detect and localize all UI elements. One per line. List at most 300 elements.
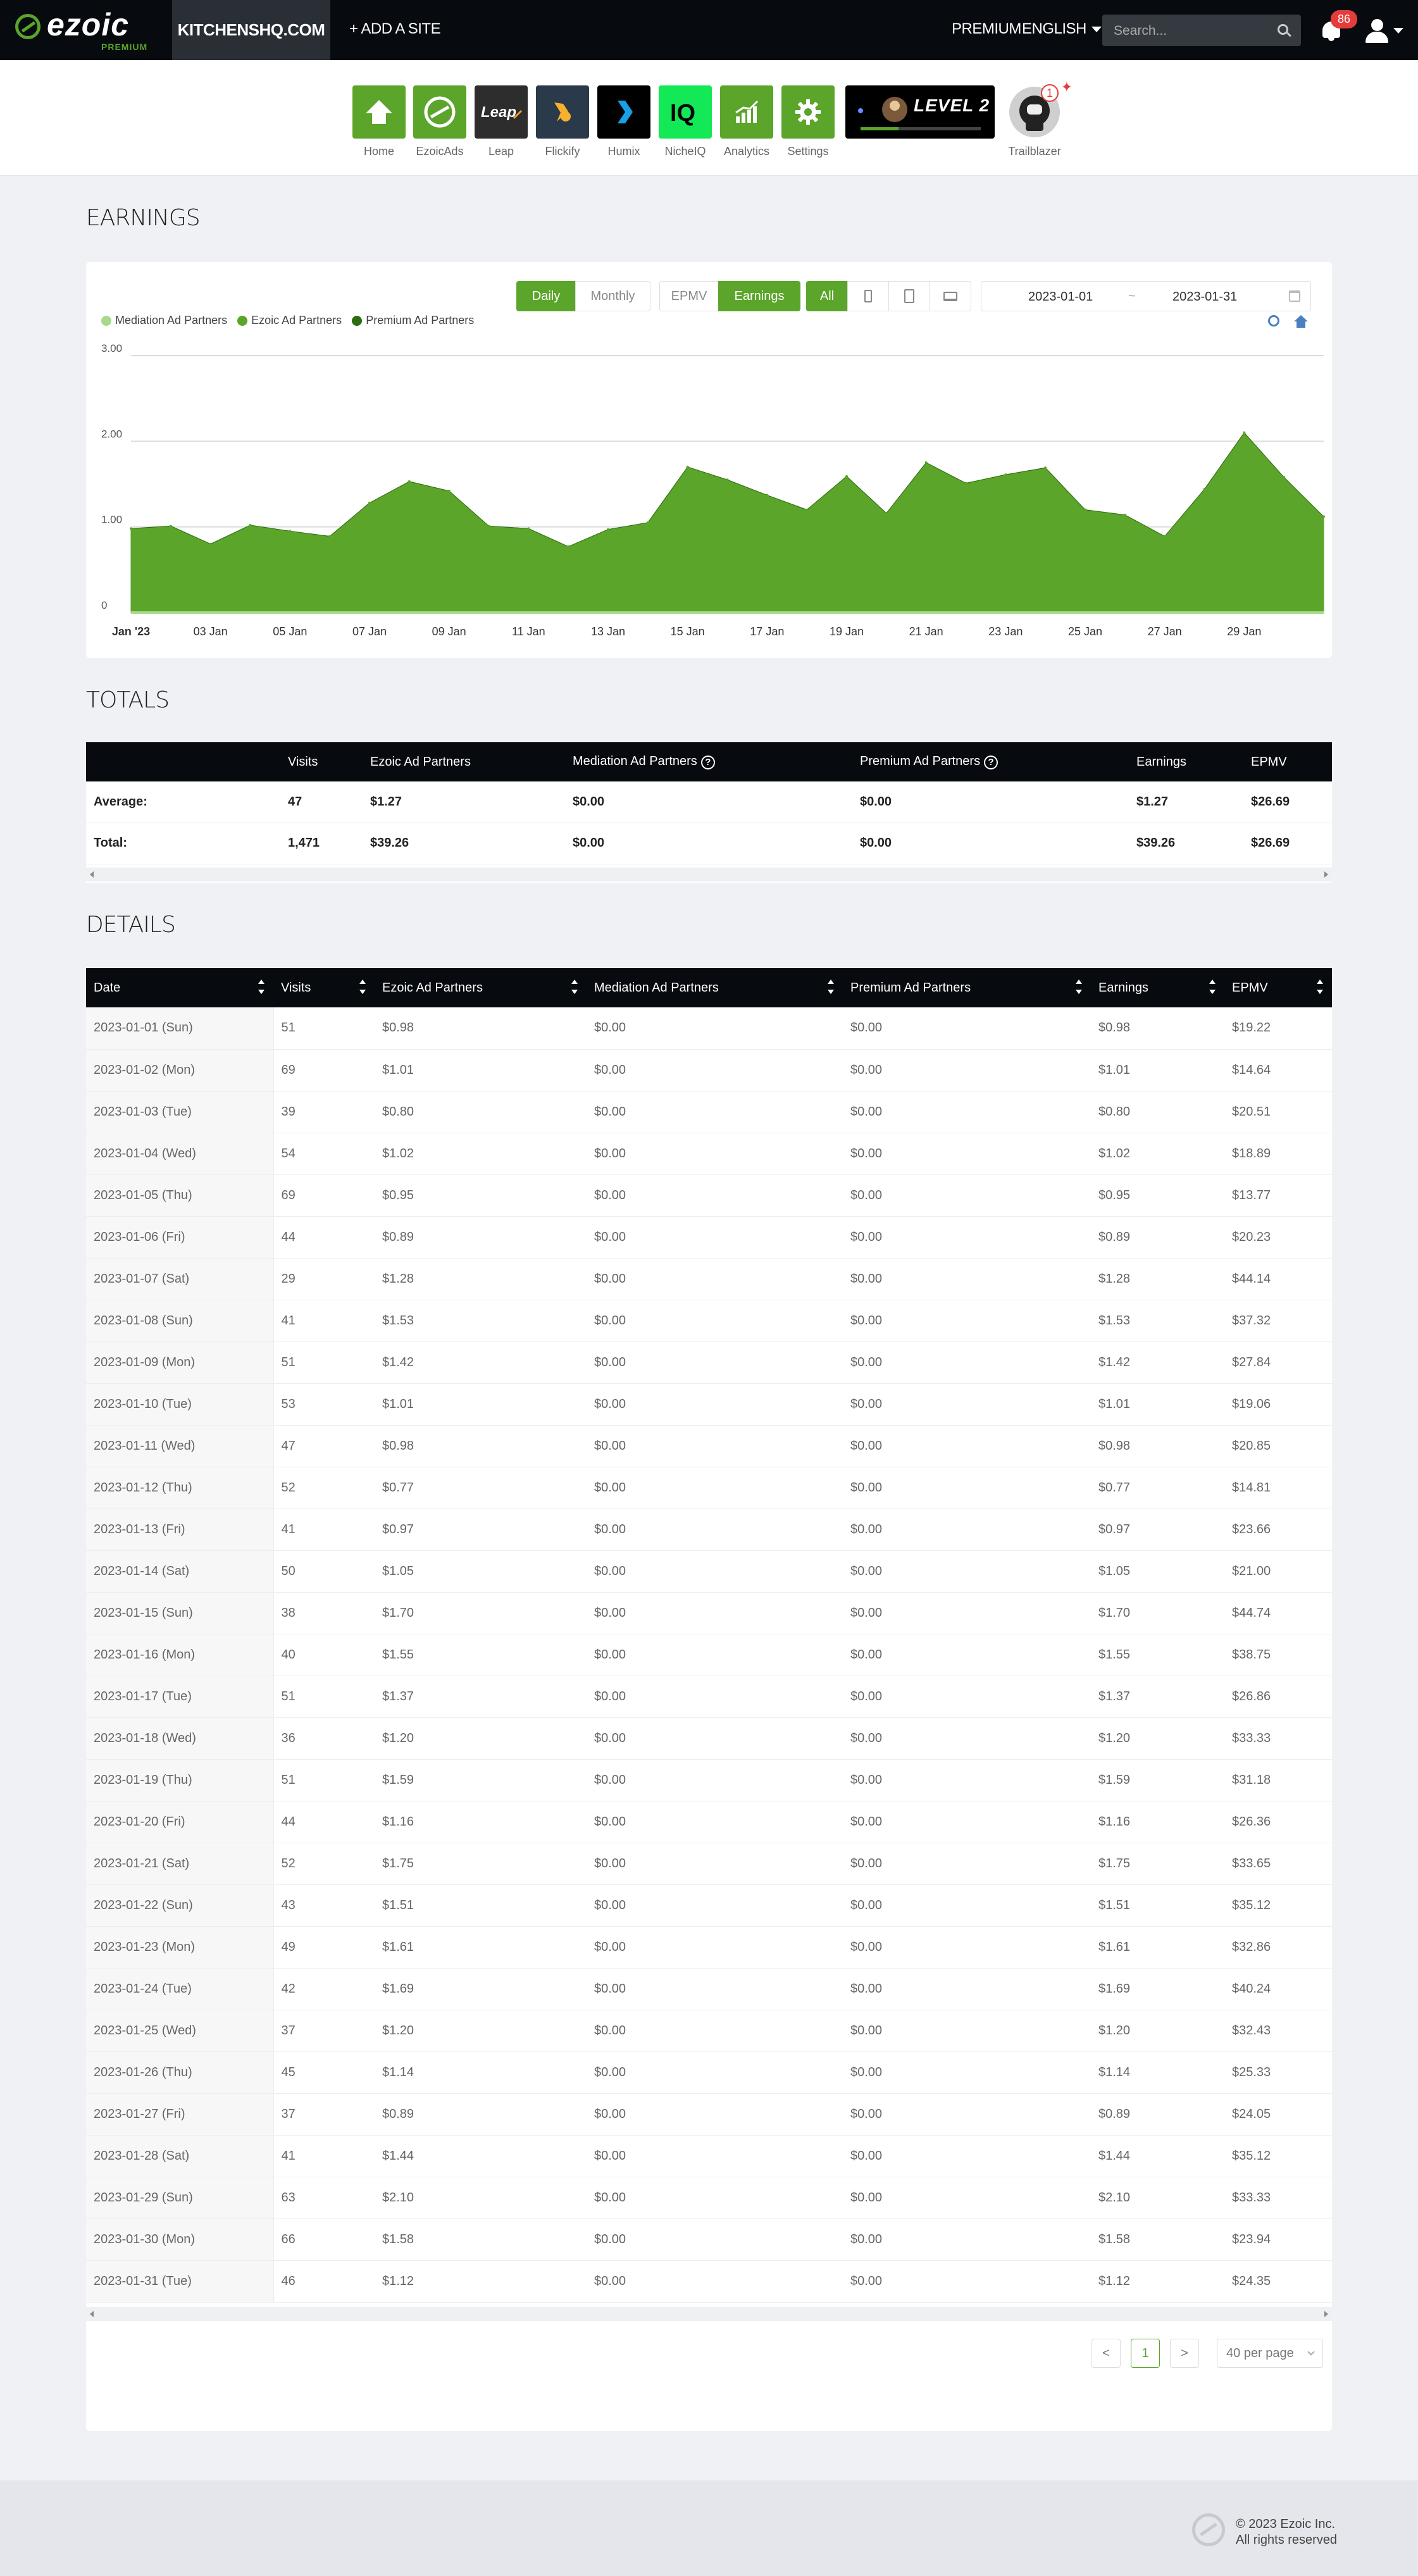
app-settings[interactable] xyxy=(781,85,835,158)
sparkle-icon: ✦ xyxy=(1060,79,1073,95)
table-cell: $44.14 xyxy=(1224,1258,1332,1300)
table-cell: 54 xyxy=(273,1133,375,1174)
table-cell: $0.00 xyxy=(843,2260,1091,2302)
table-cell: $40.24 xyxy=(1224,1968,1332,2010)
earnings-chart xyxy=(86,342,1332,658)
table-cell: $14.64 xyxy=(1224,1049,1332,1091)
date-cell: 2023-01-28 (Sat) xyxy=(86,2135,273,2177)
table-cell: $1.01 xyxy=(375,1383,587,1425)
table-cell: $0.00 xyxy=(843,2218,1091,2260)
daily-button[interactable]: Daily xyxy=(516,281,576,311)
table-row xyxy=(86,1592,1332,1634)
date-cell: 2023-01-20 (Fri) xyxy=(86,1801,273,1843)
table-cell: $1.53 xyxy=(375,1300,587,1341)
data-point xyxy=(328,535,331,538)
scroll-left-icon[interactable] xyxy=(90,2311,94,2317)
scroll-right-icon[interactable] xyxy=(1324,2311,1328,2317)
table-cell: $1.70 xyxy=(1091,1592,1224,1634)
table-cell: $0.00 xyxy=(843,1174,1091,1216)
table-cell: $0.00 xyxy=(843,1007,1091,1049)
table-cell: $0.00 xyxy=(843,1509,1091,1550)
trailblazer-icon xyxy=(1008,79,1073,139)
data-point xyxy=(647,521,649,524)
totals-header: Ezoic Ad Partners xyxy=(370,754,471,769)
premium-link[interactable]: PREMIUM xyxy=(952,20,1021,37)
table-row xyxy=(86,1884,1332,1926)
sort-icon[interactable] xyxy=(828,980,834,996)
app-label: Analytics xyxy=(723,145,770,158)
reset-zoom-home-icon[interactable] xyxy=(1293,314,1309,329)
earnings-button[interactable]: Earnings xyxy=(718,281,800,311)
table-cell: $0.00 xyxy=(587,1216,843,1258)
date-cell: 2023-01-23 (Mon) xyxy=(86,1926,273,1968)
table-cell: $32.43 xyxy=(1224,2010,1332,2051)
date-end[interactable]: 2023-01-31 xyxy=(1172,290,1238,304)
totals-header: EPMV xyxy=(1251,754,1287,769)
table-cell: 47 xyxy=(273,1425,375,1467)
table-cell: $0.00 xyxy=(587,2218,843,2260)
table-cell: $0.00 xyxy=(587,1049,843,1091)
per-page-select[interactable] xyxy=(1217,2339,1323,2368)
table-cell: $0.00 xyxy=(587,1425,843,1467)
table-cell: $0.00 xyxy=(843,1592,1091,1634)
table-cell: $0.00 xyxy=(587,1174,843,1216)
table-cell: $0.00 xyxy=(587,2010,843,2051)
table-cell: $0.00 xyxy=(843,1091,1091,1133)
sort-icon[interactable] xyxy=(258,980,264,996)
table-cell: $0.95 xyxy=(375,1174,587,1216)
y-tick-label: 0 xyxy=(101,599,108,611)
table-cell: $1.51 xyxy=(1091,1884,1224,1926)
table-cell: $0.89 xyxy=(375,1216,587,1258)
data-point xyxy=(1243,432,1245,434)
footer-rights: All rights reserved xyxy=(1236,2533,1338,2547)
totals-cell: $0.00 xyxy=(852,823,1129,864)
table-cell: $1.59 xyxy=(1091,1759,1224,1801)
table-cell: $1.59 xyxy=(375,1759,587,1801)
table-cell: 39 xyxy=(273,1091,375,1133)
data-point xyxy=(1044,466,1047,469)
table-cell: $35.12 xyxy=(1224,1884,1332,1926)
data-point xyxy=(289,530,291,532)
totals-cell: $0.00 xyxy=(852,781,1129,823)
gear-icon xyxy=(781,85,835,139)
table-row xyxy=(86,2177,1332,2218)
table-cell: $0.00 xyxy=(587,2135,843,2177)
data-point xyxy=(1283,476,1285,478)
all-devices-button[interactable]: All xyxy=(806,281,848,311)
ezoic-logo-mark-icon xyxy=(15,14,40,39)
date-separator: ~ xyxy=(1128,289,1136,303)
date-cell: 2023-01-16 (Mon) xyxy=(86,1634,273,1676)
table-cell: $0.95 xyxy=(1091,1174,1224,1216)
date-start[interactable]: 2023-01-01 xyxy=(1028,290,1093,304)
totals-cell: $0.00 xyxy=(565,823,852,864)
totals-cell: 47 xyxy=(280,781,363,823)
app-label: Trailblazer xyxy=(1008,145,1061,158)
table-cell: $31.18 xyxy=(1224,1759,1332,1801)
table-cell: $1.37 xyxy=(1091,1676,1224,1717)
user-menu-chevron-icon[interactable] xyxy=(1393,28,1403,34)
search-input[interactable] xyxy=(1102,15,1301,46)
table-cell: $23.94 xyxy=(1224,2218,1332,2260)
sort-epmv[interactable] xyxy=(1224,968,1332,1007)
table-cell: $1.16 xyxy=(375,1801,587,1843)
table-cell: $14.81 xyxy=(1224,1467,1332,1509)
table-row xyxy=(86,1676,1332,1717)
add-site-link[interactable]: + ADD A SITE xyxy=(349,20,441,37)
ezoic-logo[interactable] xyxy=(15,7,148,52)
table-cell: $26.86 xyxy=(1224,1676,1332,1717)
table-row xyxy=(86,1341,1332,1383)
table-cell: $1.70 xyxy=(375,1592,587,1634)
table-row xyxy=(86,1258,1332,1300)
table-cell: 42 xyxy=(273,1968,375,2010)
app-leap[interactable] xyxy=(475,85,528,158)
scroll-left-icon[interactable] xyxy=(90,871,94,878)
table-cell: $0.00 xyxy=(587,1801,843,1843)
table-cell: $1.53 xyxy=(1091,1300,1224,1341)
date-cell: 2023-01-21 (Sat) xyxy=(86,1843,273,1884)
table-cell: $0.98 xyxy=(1091,1007,1224,1049)
details-header: Mediation Ad Partners xyxy=(594,980,719,995)
table-cell: $0.00 xyxy=(843,2177,1091,2218)
table-cell: $37.32 xyxy=(1224,1300,1332,1341)
details-table xyxy=(86,968,1332,2303)
chart-legend xyxy=(101,314,474,327)
table-cell: $0.00 xyxy=(843,1049,1091,1091)
table-cell: $2.10 xyxy=(375,2177,587,2218)
table-row xyxy=(86,1717,1332,1759)
data-point xyxy=(209,543,212,545)
table-cell: $0.00 xyxy=(587,1007,843,1049)
table-cell: $1.20 xyxy=(1091,2010,1224,2051)
data-point xyxy=(925,461,928,464)
sort-icon[interactable] xyxy=(1209,980,1216,996)
date-cell: 2023-01-14 (Sat) xyxy=(86,1550,273,1592)
date-cell: 2023-01-04 (Wed) xyxy=(86,1133,273,1174)
table-cell: $1.69 xyxy=(375,1968,587,2010)
scroll-right-icon[interactable] xyxy=(1324,871,1328,878)
table-cell: 41 xyxy=(273,1300,375,1341)
zoom-icon[interactable] xyxy=(1268,315,1279,327)
table-cell: $0.00 xyxy=(587,1467,843,1509)
data-point xyxy=(687,466,689,468)
table-cell: $1.55 xyxy=(1091,1634,1224,1676)
date-cell: 2023-01-12 (Thu) xyxy=(86,1467,273,1509)
site-selector[interactable]: KITCHENSHQ.COM xyxy=(172,0,330,60)
data-point xyxy=(368,502,371,504)
sort-mediation[interactable] xyxy=(587,968,843,1007)
legend-label: Mediation Ad Partners xyxy=(115,314,228,327)
legend-premium[interactable] xyxy=(352,314,474,327)
prev-page-button[interactable]: < xyxy=(1091,2339,1121,2368)
date-cell: 2023-01-06 (Fri) xyxy=(86,1216,273,1258)
data-point xyxy=(726,478,729,481)
humix-icon xyxy=(597,85,650,139)
table-row xyxy=(86,1634,1332,1676)
page-1-button[interactable]: 1 xyxy=(1131,2339,1160,2368)
data-point xyxy=(1004,473,1007,476)
app-label: Home xyxy=(363,145,394,158)
date-cell: 2023-01-02 (Mon) xyxy=(86,1049,273,1091)
table-cell: $0.00 xyxy=(843,1425,1091,1467)
nicheiq-icon xyxy=(659,85,712,139)
legend-dot xyxy=(237,316,247,326)
x-tick-label: 19 Jan xyxy=(829,625,864,638)
table-cell: $0.98 xyxy=(1091,1425,1224,1467)
table-row xyxy=(86,1091,1332,1133)
x-tick-label: 05 Jan xyxy=(273,625,308,638)
sort-icon[interactable] xyxy=(359,980,366,996)
table-cell: $0.00 xyxy=(843,1759,1091,1801)
date-cell: 2023-01-27 (Fri) xyxy=(86,2093,273,2135)
x-tick-label: 23 Jan xyxy=(988,625,1023,638)
totals-cell: 1,471 xyxy=(280,823,363,864)
table-cell: $0.00 xyxy=(587,1509,843,1550)
monthly-button[interactable]: Monthly xyxy=(575,281,650,311)
user-icon[interactable] xyxy=(1365,19,1388,43)
totals-cell: $26.69 xyxy=(1243,823,1332,864)
app-ezoicads[interactable] xyxy=(413,85,466,158)
table-cell: 51 xyxy=(273,1007,375,1049)
details-header: Earnings xyxy=(1098,980,1148,995)
table-cell: $1.42 xyxy=(1091,1341,1224,1383)
data-point xyxy=(1164,535,1166,538)
table-cell: $19.06 xyxy=(1224,1383,1332,1425)
table-cell: 53 xyxy=(273,1383,375,1425)
details-header: Premium Ad Partners xyxy=(850,980,971,995)
table-cell: $0.97 xyxy=(1091,1509,1224,1550)
details-header: Date xyxy=(94,980,121,995)
app-label: Settings xyxy=(787,145,829,158)
table-cell: $0.00 xyxy=(843,2051,1091,2093)
table-cell: $0.00 xyxy=(843,1968,1091,2010)
table-cell: $1.14 xyxy=(1091,2051,1224,2093)
table-cell: $0.00 xyxy=(587,2177,843,2218)
help-icon[interactable]: ? xyxy=(701,756,715,769)
table-row xyxy=(86,1133,1332,1174)
level-badge[interactable] xyxy=(845,85,995,139)
date-cell: 2023-01-24 (Tue) xyxy=(86,1968,273,2010)
table-cell: $19.22 xyxy=(1224,1007,1332,1049)
legend-ezoic[interactable] xyxy=(237,314,342,327)
ezoicads-icon xyxy=(413,85,466,139)
leap-icon xyxy=(475,85,528,139)
totals-cell: $26.69 xyxy=(1243,781,1332,823)
date-cell: 2023-01-13 (Fri) xyxy=(86,1509,273,1550)
y-tick-label: 2.00 xyxy=(101,428,123,440)
tablet-button[interactable] xyxy=(888,281,930,311)
table-row xyxy=(86,1174,1332,1216)
totals-scrollbar[interactable] xyxy=(86,868,1332,881)
data-point xyxy=(885,512,888,514)
brand-tier: PREMIUM xyxy=(101,42,148,52)
table-cell: 51 xyxy=(273,1759,375,1801)
table-row xyxy=(86,1759,1332,1801)
table-cell: $0.00 xyxy=(843,1133,1091,1174)
table-cell: 29 xyxy=(273,1258,375,1300)
table-cell: $20.23 xyxy=(1224,1216,1332,1258)
legend-dot xyxy=(352,316,362,326)
search-icon[interactable] xyxy=(1278,24,1288,35)
table-cell: $1.42 xyxy=(375,1341,587,1383)
date-cell: 2023-01-05 (Thu) xyxy=(86,1174,273,1216)
table-row xyxy=(86,1467,1332,1509)
app-analytics[interactable] xyxy=(720,85,773,158)
sort-visits[interactable] xyxy=(273,968,375,1007)
calendar-icon[interactable] xyxy=(1289,290,1300,302)
table-cell: $33.33 xyxy=(1224,1717,1332,1759)
date-cell: 2023-01-29 (Sun) xyxy=(86,2177,273,2218)
mobile-button[interactable] xyxy=(847,281,889,311)
totals-header-row xyxy=(86,742,1332,781)
data-point xyxy=(805,509,808,511)
details-scrollbar[interactable] xyxy=(86,2307,1332,2321)
date-cell: 2023-01-17 (Tue) xyxy=(86,1676,273,1717)
table-cell: $0.00 xyxy=(587,1884,843,1926)
footer xyxy=(0,2480,1418,2576)
table-row xyxy=(86,1926,1332,1968)
data-point xyxy=(845,475,848,478)
app-label: Flickify xyxy=(545,145,580,158)
table-cell: $0.89 xyxy=(1091,2093,1224,2135)
y-tick-label: 1.00 xyxy=(101,513,123,526)
chevron-down-icon xyxy=(1091,27,1102,32)
table-cell: $0.00 xyxy=(587,2051,843,2093)
table-cell: $0.77 xyxy=(375,1467,587,1509)
totals-header xyxy=(86,742,280,781)
table-cell: 52 xyxy=(273,1467,375,1509)
brand-name: ezoic xyxy=(47,7,130,42)
trailblazer-count: 1 xyxy=(1041,84,1059,102)
table-row xyxy=(86,1216,1332,1258)
date-range-picker[interactable] xyxy=(981,281,1311,311)
date-cell: 2023-01-31 (Tue) xyxy=(86,2260,273,2302)
table-cell: $1.28 xyxy=(375,1258,587,1300)
table-row xyxy=(86,1049,1332,1091)
table-row xyxy=(86,2260,1332,2302)
table-cell: $1.14 xyxy=(375,2051,587,2093)
x-tick-label: 29 Jan xyxy=(1227,625,1262,638)
table-cell: $0.89 xyxy=(1091,1216,1224,1258)
app-humix[interactable] xyxy=(597,85,650,158)
desktop-button[interactable] xyxy=(930,281,971,311)
search-placeholder: Search... xyxy=(1114,23,1167,38)
table-cell: $0.00 xyxy=(843,1467,1091,1509)
table-cell: $0.00 xyxy=(587,2260,843,2302)
app-flickify[interactable] xyxy=(536,85,589,158)
table-cell: $0.00 xyxy=(587,1676,843,1717)
sort-earnings[interactable] xyxy=(1091,968,1224,1007)
date-cell: 2023-01-03 (Tue) xyxy=(86,1091,273,1133)
date-cell: 2023-01-25 (Wed) xyxy=(86,2010,273,2051)
data-point xyxy=(965,482,967,485)
totals-cell: $1.27 xyxy=(1129,781,1243,823)
table-cell: $0.00 xyxy=(843,1300,1091,1341)
table-cell: $1.44 xyxy=(1091,2135,1224,2177)
table-row xyxy=(86,2218,1332,2260)
analytics-icon xyxy=(720,85,773,139)
date-cell: 2023-01-26 (Thu) xyxy=(86,2051,273,2093)
details-header: Visits xyxy=(281,980,311,995)
table-cell: $18.89 xyxy=(1224,1133,1332,1174)
table-cell: $33.65 xyxy=(1224,1843,1332,1884)
legend-mediation[interactable] xyxy=(101,314,227,327)
tablet-icon xyxy=(904,289,914,303)
sort-date[interactable] xyxy=(86,968,273,1007)
table-cell: 50 xyxy=(273,1550,375,1592)
app-nicheiq[interactable] xyxy=(659,85,712,158)
trailblazer[interactable] xyxy=(1006,79,1073,158)
sort-premium[interactable] xyxy=(843,968,1091,1007)
per-page-label: 40 per page xyxy=(1226,2346,1294,2360)
table-cell: 37 xyxy=(273,2010,375,2051)
x-tick-label: 11 Jan xyxy=(511,625,545,638)
footer-copyright: © 2023 Ezoic Inc. xyxy=(1236,2517,1336,2531)
table-cell: 69 xyxy=(273,1174,375,1216)
table-cell: 44 xyxy=(273,1801,375,1843)
date-cell: 2023-01-18 (Wed) xyxy=(86,1717,273,1759)
data-point xyxy=(408,480,411,483)
sort-icon[interactable] xyxy=(1317,980,1323,996)
x-tick-label: 09 Jan xyxy=(432,625,466,638)
data-point xyxy=(567,545,569,548)
table-cell: $13.77 xyxy=(1224,1174,1332,1216)
details-card xyxy=(86,968,1332,2431)
table-row xyxy=(86,1843,1332,1884)
sort-ezoic[interactable] xyxy=(375,968,587,1007)
table-cell: $1.58 xyxy=(1091,2218,1224,2260)
table-row xyxy=(86,2093,1332,2135)
table-row xyxy=(86,2010,1332,2051)
table-cell: 41 xyxy=(273,2135,375,2177)
table-cell: $0.98 xyxy=(375,1425,587,1467)
table-cell: $1.02 xyxy=(375,1133,587,1174)
data-point xyxy=(130,527,132,530)
table-cell: $0.00 xyxy=(587,1843,843,1884)
help-icon[interactable]: ? xyxy=(984,756,998,769)
totals-row-label: Average: xyxy=(86,781,280,823)
table-row xyxy=(86,1300,1332,1341)
table-cell: $1.69 xyxy=(1091,1968,1224,2010)
table-row xyxy=(86,1509,1332,1550)
table-cell: $0.80 xyxy=(375,1091,587,1133)
table-cell: $0.00 xyxy=(843,1926,1091,1968)
epmv-button[interactable]: EPMV xyxy=(659,281,719,311)
totals-row xyxy=(86,781,1332,823)
table-cell: 44 xyxy=(273,1216,375,1258)
app-home[interactable] xyxy=(352,85,406,158)
table-cell: $1.51 xyxy=(375,1884,587,1926)
language-selector[interactable] xyxy=(1022,20,1102,38)
data-point xyxy=(1322,515,1325,518)
table-cell: $0.00 xyxy=(843,1258,1091,1300)
totals-header: Premium Ad Partners xyxy=(860,754,981,768)
x-tick-label: 27 Jan xyxy=(1147,625,1182,638)
next-page-button[interactable]: > xyxy=(1170,2339,1199,2368)
sort-icon[interactable] xyxy=(1076,980,1082,996)
table-cell: $1.75 xyxy=(375,1843,587,1884)
table-cell: $0.97 xyxy=(375,1509,587,1550)
table-cell: 63 xyxy=(273,2177,375,2218)
table-cell: $26.36 xyxy=(1224,1801,1332,1843)
sort-icon[interactable] xyxy=(571,980,578,996)
table-cell: $0.00 xyxy=(587,1091,843,1133)
table-cell: $0.89 xyxy=(375,2093,587,2135)
language-label: ENGLISH xyxy=(1022,20,1086,37)
x-tick-label: 21 Jan xyxy=(909,625,943,638)
